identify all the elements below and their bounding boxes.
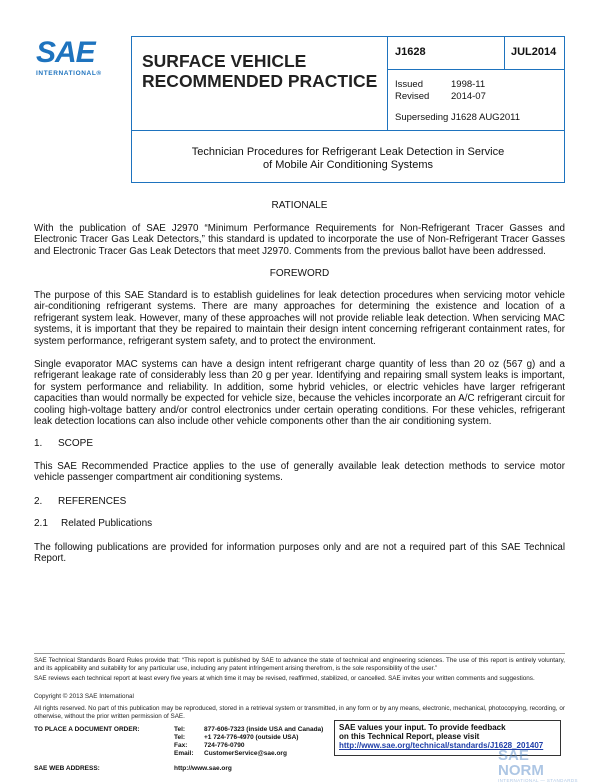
sae-logo [36,38,116,77]
watermark-text: SAE NORM [498,747,544,779]
references-number: 2. [34,496,43,507]
feedback-line1: SAE values your input. To provide feedback [339,723,506,732]
revised-value: 2014-07 [451,91,486,102]
copyright: Copyright © 2013 SAE International [34,693,134,700]
doc-type [142,51,377,91]
email-label: Email: [174,750,194,757]
doc-number: J1628 [395,46,426,58]
email-link[interactable]: CustomerService@sae.org [204,750,287,757]
related-publications-number: 2.1 [34,518,48,529]
rights-notice: All rights reserved. No part of this publication may be reproduced, stored in a retrieval system or transmitted, in any form or by any means, electronic, mechanical, photocopying, recording, or otherwise, without the prior written permission of SAE. [34,705,565,720]
web-address [34,765,232,772]
revised-label: Revised [395,91,430,102]
rationale-heading: RATIONALE [271,200,328,211]
review-notice: SAE reviews each technical report at least every five years at which time it may be revised, reaffirmed, stabilized, or cancelled. SAE invites your written comments and suggestions. [34,675,535,682]
watermark-subtext: INTERNATIONAL — STANDARDS [498,778,578,783]
foreword-para2: Single evaporator MAC systems can have a design intent refrigerant charge quantity of less than 20 oz (567 g) and a refrigerant leakage rate of considerably less than 20 g per year. Identifying and repairing small system leaks is important, for system performance and reliability. In addition, some hybrid vehicles, or electric vehicles have larger refrigerant capacities than would normally be expected for vehicle size, because the vehicles incorporate an A/C refrigerant circuit for cooling high-voltage battery and/or control electronics under certain operating conditions. For these vehicles, refrigerant leak detection locations can also include other vehicle components other than the air conditioning system. [34,359,565,428]
board-rules: SAE Technical Standards Board Rules provide that: “This report is published by SAE to advance the state of technical and engineering sciences. The use of this report is entirely voluntary, and its applicability and suitability for any particular use, including any patent infringement arising therefrom, is the sole responsibility of the user.” [34,657,565,672]
references-title: REFERENCES [58,496,127,507]
document-title [131,131,565,183]
web-link[interactable]: http://www.sae.org [174,765,232,772]
references-text: The following publications are provided for information purposes only and are not a required part of this SAE Technical Report. [34,542,565,565]
feedback-line2: on this Technical Report, please visit [339,732,480,742]
rationale-text: With the publication of SAE J2970 “Minimum Performance Requirements for Non-Refrigerant Tracer Gasses and Electronic Tracer Gas Leak Detectors,” this standard is updated to incorporate the use of Non-Refrigerant Tracer Gasses and Electronic Tracer Gas Leak Detectors that meet J2970. Comments from the previous ballot have been addressed. [34,223,565,257]
tel-2[interactable]: +1 724-776-4970 (outside USA) [204,734,299,741]
issued-value: 1998-11 [451,79,486,90]
issued-label: Issued [395,79,423,90]
superseding: Superseding J1628 AUG2011 [395,112,520,123]
scope-heading [34,438,93,449]
sae-norm-watermark [498,747,578,783]
scope-text: This SAE Recommended Practice applies to the use of generally available leak detection methods to service motor vehicle passenger compartment air conditioning systems. [34,461,565,484]
doc-date-cell [505,37,564,70]
footer-divider [34,653,565,654]
feedback-link[interactable]: http://www.sae.org/technical/standards/J1628_201407 [339,741,544,751]
issue-dates [395,79,486,103]
fax-label: Fax: [174,742,188,749]
scope-number: 1. [34,438,43,449]
tel-label: Tel: [174,726,186,733]
document-header-box [131,36,565,131]
related-publications-title: Related Publications [61,518,153,529]
tel-label-2: Tel: [174,734,186,741]
order-label: TO PLACE A DOCUMENT ORDER: [34,726,140,733]
title-line1: Technician Procedures for Refrigerant Leak Detection in Service [191,146,505,158]
logo-subtitle: INTERNATIONAL® [36,70,102,77]
doc-type-line2: RECOMMENDED PRACTICE [142,71,378,91]
tel-1[interactable]: 877-606-7323 (inside USA and Canada) [204,726,324,733]
logo-letters: SAE [36,36,95,69]
doc-type-line1: SURFACE VEHICLE [142,51,307,71]
related-publications-heading [34,518,152,529]
references-heading [34,496,126,507]
foreword-heading: FOREWORD [269,268,330,279]
order-contacts [34,726,323,758]
doc-type-cell [132,37,388,130]
web-label: SAE WEB ADDRESS: [34,765,100,772]
foreword-para1: The purpose of this SAE Standard is to establish guidelines for leak detection procedures when servicing motor vehicle air-conditioning refrigerant systems. There are many approaches for determining the existence and location of a refrigerant system leak. However, many of these approaches will not provide reliable leak detection. When servicing MAC systems, it is important that they be repaired to maintain their design intent concerning refrigerant containment rates, for system performance, refrigerant system safety, and to protect the environment. [34,290,565,347]
doc-number-cell [387,37,505,70]
scope-title: SCOPE [58,438,94,449]
fax: 724-776-0790 [204,742,245,749]
doc-date: JUL2014 [511,46,557,58]
title-line2: of Mobile Air Conditioning Systems [263,158,433,171]
